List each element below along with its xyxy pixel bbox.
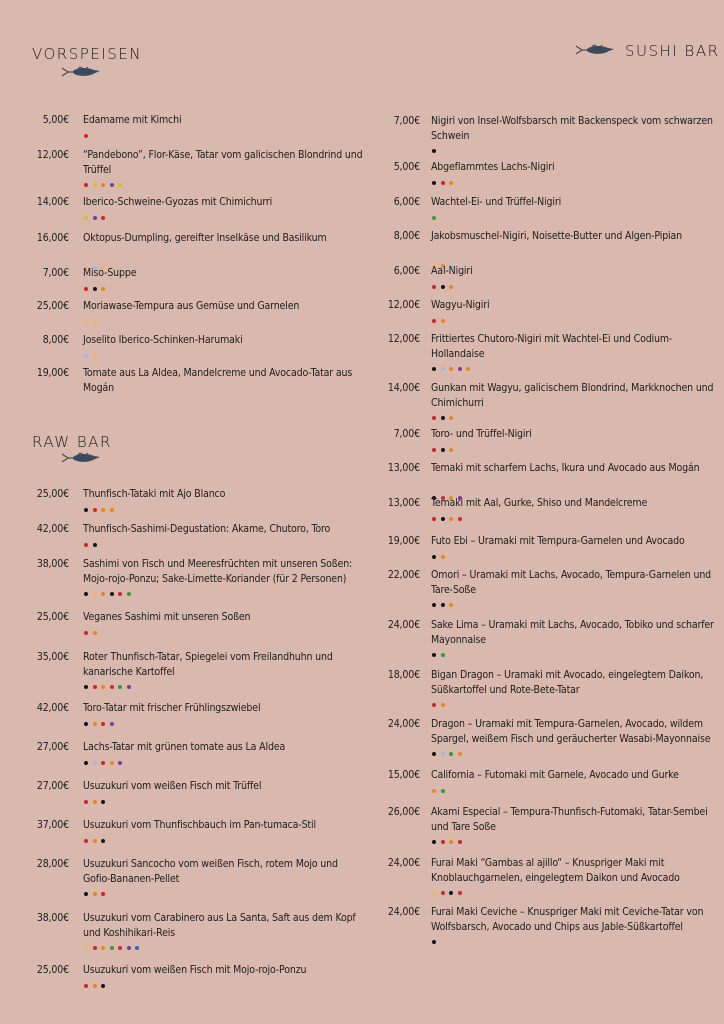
allergen-dot-black bbox=[84, 761, 88, 765]
menu-item-name: Usuzukuri Sancocho vom weißen Fisch, rotem Mojo und Gofio-Bananen-Pellet bbox=[83, 858, 338, 885]
menu-item-name: Temaki mit Aal, Gurke, Shiso und Mandelcreme bbox=[431, 497, 648, 509]
allergen-dot-black bbox=[110, 592, 114, 596]
allergen-dot-red bbox=[84, 839, 88, 843]
menu-item-price: 14,00€ bbox=[36, 196, 69, 208]
allergen-dots bbox=[84, 719, 118, 724]
allergen-dots bbox=[432, 445, 458, 450]
allergen-dot-black bbox=[101, 984, 105, 988]
menu-item-name: Toro-Tatar mit frischer Frühlingszwiebel bbox=[83, 702, 261, 714]
allergen-dot-red bbox=[441, 840, 445, 844]
allergen-dot-black bbox=[432, 940, 436, 944]
allergen-dot-red bbox=[432, 703, 436, 707]
menu-item-price: 35,00€ bbox=[36, 651, 69, 663]
menu-item-name: Moriawase-Tempura aus Gemüse und Garnelen bbox=[83, 300, 300, 312]
allergen-dot-red bbox=[93, 946, 97, 950]
allergen-dot-red bbox=[84, 984, 88, 988]
allergen-dots bbox=[84, 836, 110, 841]
allergen-dot-green bbox=[441, 789, 445, 793]
menu-item-name: Sake Lima – Uramaki mit Lachs, Avocado, Tobiko und scharfer Mayonnaise bbox=[431, 619, 714, 646]
allergen-dot-lightblue bbox=[441, 367, 445, 371]
allergen-dot-black bbox=[93, 287, 97, 291]
allergen-dot-black bbox=[84, 722, 88, 726]
menu-item-price: 42,00€ bbox=[36, 702, 69, 714]
allergen-dots bbox=[432, 650, 449, 655]
allergen-dot-orange bbox=[93, 722, 97, 726]
allergen-dot-orange bbox=[441, 555, 445, 559]
allergen-dot-purple bbox=[127, 946, 131, 950]
allergen-dot-orange bbox=[110, 761, 114, 765]
menu-item-price: 26,00€ bbox=[387, 806, 420, 818]
menu-item-name: Joselito Iberico-Schinken-Harumaki bbox=[83, 334, 243, 346]
allergen-dot-orange bbox=[449, 181, 453, 185]
allergen-dot-black bbox=[441, 448, 445, 452]
allergen-dots bbox=[84, 351, 101, 356]
allergen-dot-yellow bbox=[84, 216, 88, 220]
allergen-dot-red bbox=[93, 508, 97, 512]
menu-item-name: Frittiertes Chutoro-Nigiri mit Wachtel-Ei und Codium-Hollandaise bbox=[431, 333, 673, 360]
menu-item-name: Temaki mit scharfem Lachs, Ikura und Avocado aus Mogán bbox=[431, 462, 700, 474]
allergen-dot-purple bbox=[110, 183, 114, 187]
allergen-dot-red bbox=[84, 134, 88, 138]
allergen-dot-black bbox=[432, 555, 436, 559]
fish-icon bbox=[576, 44, 616, 56]
menu-item-name: Wachtel-Ei- und Trüffel-Nigiri bbox=[431, 196, 562, 208]
allergen-dots bbox=[84, 540, 101, 545]
menu-item-price: 18,00€ bbox=[387, 669, 420, 681]
allergen-dot-black bbox=[93, 543, 97, 547]
fish-icon bbox=[62, 66, 102, 78]
allergen-dot-red bbox=[110, 685, 114, 689]
menu-item-price: 6,00€ bbox=[393, 265, 420, 277]
allergen-dot-red bbox=[101, 892, 105, 896]
menu-item-price: 27,00€ bbox=[36, 741, 69, 753]
menu-item-name: Jakobsmuschel-Nigiri, Noisette-Butter und Algen-Pipian bbox=[431, 230, 683, 242]
allergen-dot-lightblue bbox=[441, 752, 445, 756]
allergen-dot-red bbox=[118, 946, 122, 950]
allergen-dot-red bbox=[432, 448, 436, 452]
vorspeisen-title: VORSPEISEN bbox=[32, 45, 142, 63]
allergen-dot-orange bbox=[93, 984, 97, 988]
allergen-dot-black bbox=[441, 603, 445, 607]
allergen-dot-black bbox=[449, 891, 453, 895]
allergen-dots bbox=[84, 317, 101, 322]
allergen-dot-red bbox=[84, 800, 88, 804]
allergen-dot-red bbox=[458, 517, 462, 521]
menu-item-name: Futo Ebi – Uramaki mit Tempura-Garnelen und Avocado bbox=[431, 535, 685, 547]
allergen-dot-orange bbox=[441, 703, 445, 707]
allergen-dots bbox=[84, 180, 127, 185]
allergen-dot-green bbox=[110, 946, 114, 950]
menu-item-price: 13,00€ bbox=[387, 462, 420, 474]
allergen-dot-purple bbox=[127, 685, 131, 689]
allergen-dot-black bbox=[101, 839, 105, 843]
menu-item-name: Thunfisch-Sashimi-Degustation: Akame, Chutoro, Toro bbox=[83, 523, 331, 535]
allergen-dot-black bbox=[432, 367, 436, 371]
allergen-dot-peach bbox=[93, 354, 97, 358]
menu-item-price: 37,00€ bbox=[36, 819, 69, 831]
rawbar-title: RAW BAR bbox=[32, 433, 112, 451]
allergen-dot-orange bbox=[449, 285, 453, 289]
allergen-dots bbox=[84, 131, 93, 136]
allergen-dot-lightblue bbox=[84, 354, 88, 358]
allergen-dot-orange bbox=[93, 892, 97, 896]
allergen-dots bbox=[84, 284, 110, 289]
allergen-dot-red bbox=[101, 761, 105, 765]
allergen-dot-orange bbox=[101, 508, 105, 512]
menu-item-price: 25,00€ bbox=[36, 611, 69, 623]
menu-item-name: California – Futomaki mit Garnele, Avocado und Gurke bbox=[431, 769, 679, 781]
menu-item-price: 19,00€ bbox=[36, 367, 69, 379]
allergen-dot-orange bbox=[449, 416, 453, 420]
allergen-dot-orange bbox=[101, 685, 105, 689]
menu-item-price: 5,00€ bbox=[393, 161, 420, 173]
allergen-dot-green bbox=[118, 685, 122, 689]
allergen-dots bbox=[432, 749, 466, 754]
menu-item-name: Abgeflammtes Lachs-Nigiri bbox=[431, 161, 555, 173]
allergen-dots bbox=[432, 600, 458, 605]
allergen-dot-red bbox=[458, 840, 462, 844]
allergen-dot-black bbox=[84, 592, 88, 596]
menu-item-name: Toro- und Trüffel-Nigiri bbox=[431, 428, 532, 440]
allergen-dots bbox=[432, 552, 449, 557]
menu-item-name: Thunfisch-Tataki mit Ajo Blanco bbox=[83, 488, 226, 500]
menu-item-name: Miso-Suppe bbox=[83, 267, 137, 279]
menu-item-price: 8,00€ bbox=[42, 334, 69, 346]
menu-item-name: Sashimi von Fisch und Meeresfrüchten mit unseren Soßen: Mojo-rojo-Ponzu; Sake-Limette-Koriander (für 2 Personen) bbox=[83, 558, 353, 585]
allergen-dots bbox=[84, 797, 110, 802]
menu-item-name: Edamame mit Kimchi bbox=[83, 114, 182, 126]
allergen-dot-red bbox=[432, 416, 436, 420]
allergen-dots bbox=[84, 758, 127, 763]
allergen-dot-orange bbox=[449, 448, 453, 452]
menu-item-name: Aal-Nigiri bbox=[431, 265, 473, 277]
allergen-dots bbox=[432, 316, 449, 321]
allergen-dot-red bbox=[93, 685, 97, 689]
allergen-dots bbox=[432, 413, 458, 418]
allergen-dot-red bbox=[441, 181, 445, 185]
allergen-dots bbox=[432, 837, 466, 842]
menu-item-name: Usuzukuri vom weißen Fisch mit Mojo-rojo-Ponzu bbox=[83, 964, 307, 976]
menu-item-price: 16,00€ bbox=[36, 232, 69, 244]
menu-item-price: 24,00€ bbox=[387, 619, 420, 631]
allergen-dot-orange bbox=[449, 603, 453, 607]
menu-item-price: 8,00€ bbox=[393, 230, 420, 242]
menu-item-price: 12,00€ bbox=[387, 299, 420, 311]
allergen-dot-orange bbox=[466, 367, 470, 371]
allergen-dots bbox=[432, 178, 458, 183]
allergen-dot-black bbox=[441, 285, 445, 289]
allergen-dot-red bbox=[441, 891, 445, 895]
allergen-dots bbox=[432, 213, 441, 218]
allergen-dot-orange bbox=[449, 840, 453, 844]
menu-item-name: Bigan Dragon – Uramaki mit Avocado, eingelegtem Daikon, Süßkartoffel und Rote-Bete-Tatar bbox=[431, 669, 704, 696]
menu-item-name: Usuzukuri vom Carabinero aus La Santa, Saft aus dem Kopf und Koshihikari-Reis bbox=[83, 912, 356, 939]
allergen-dots bbox=[84, 682, 135, 687]
menu-item-price: 24,00€ bbox=[387, 906, 420, 918]
allergen-dots bbox=[432, 937, 441, 942]
allergen-dot-black bbox=[441, 517, 445, 521]
menu-item-name: “Pandebono”, Flor-Käse, Tatar vom galicischen Blondrind und Trüffel bbox=[83, 149, 363, 176]
menu-item-price: 25,00€ bbox=[36, 964, 69, 976]
sushibar-title: SUSHI BAR bbox=[625, 42, 720, 60]
menu-item-name: Roter Thunfisch-Tatar, Spiegelei vom Freilandhuhn und kanarische Kartoffel bbox=[83, 651, 333, 678]
allergen-dot-red bbox=[458, 891, 462, 895]
allergen-dot-black bbox=[84, 685, 88, 689]
allergen-dot-blue bbox=[135, 946, 139, 950]
allergen-dot-orange bbox=[449, 517, 453, 521]
allergen-dot-red bbox=[84, 183, 88, 187]
allergen-dot-black bbox=[432, 653, 436, 657]
allergen-dot-red bbox=[432, 319, 436, 323]
allergen-dot-yellow bbox=[118, 183, 122, 187]
allergen-dot-purple bbox=[110, 722, 114, 726]
allergen-dots bbox=[432, 146, 441, 151]
allergen-dot-black bbox=[84, 508, 88, 512]
allergen-dot-peach bbox=[93, 320, 97, 324]
allergen-dot-orange bbox=[93, 631, 97, 635]
menu-item-price: 25,00€ bbox=[36, 488, 69, 500]
allergen-dot-green bbox=[441, 653, 445, 657]
menu-item-name: Akami Especial – Tempura-Thunfisch-Futomaki, Tatar-Sembei und Tare Soße bbox=[431, 806, 708, 833]
allergen-dot-green bbox=[449, 752, 453, 756]
menu-item-price: 19,00€ bbox=[387, 535, 420, 547]
allergen-dot-black bbox=[101, 800, 105, 804]
allergen-dot-red bbox=[84, 631, 88, 635]
menu-item-price: 5,00€ bbox=[42, 114, 69, 126]
allergen-dot-black bbox=[432, 603, 436, 607]
allergen-dots bbox=[84, 943, 144, 948]
menu-item-price: 24,00€ bbox=[387, 857, 420, 869]
menu-item-price: 12,00€ bbox=[387, 333, 420, 345]
allergen-dot-black bbox=[432, 149, 436, 153]
menu-item-price: 22,00€ bbox=[387, 569, 420, 581]
allergen-dot-peach bbox=[84, 946, 88, 950]
allergen-dot-yellow bbox=[93, 183, 97, 187]
menu-item-price: 13,00€ bbox=[387, 497, 420, 509]
allergen-dots bbox=[432, 888, 466, 893]
allergen-dot-orange bbox=[93, 839, 97, 843]
menu-item-price: 25,00€ bbox=[36, 300, 69, 312]
allergen-dot-red bbox=[84, 287, 88, 291]
menu-item-price: 12,00€ bbox=[36, 149, 69, 161]
menu-item-price: 14,00€ bbox=[387, 382, 420, 394]
allergen-dot-orange bbox=[93, 800, 97, 804]
menu-item-name: Tomate aus La Aldea, Mandelcreme und Avocado-Tatar aus Mogán bbox=[83, 367, 353, 394]
menu-item-name: Oktopus-Dumpling, gereifter Inselkäse und Basilikum bbox=[83, 232, 327, 244]
allergen-dots bbox=[84, 628, 101, 633]
menu-item-price: 7,00€ bbox=[42, 267, 69, 279]
allergen-dots bbox=[84, 505, 118, 510]
allergen-dot-orange bbox=[101, 592, 105, 596]
allergen-dot-peach bbox=[84, 320, 88, 324]
menu-item-name: Omori – Uramaki mit Lachs, Avocado, Tempura-Garnelen und Tare-Soße bbox=[431, 569, 712, 596]
allergen-dot-peach bbox=[432, 891, 436, 895]
allergen-dot-orange bbox=[101, 287, 105, 291]
allergen-dot-orange bbox=[441, 319, 445, 323]
menu-item-name: Iberico-Schweine-Gyozas mit Chimichurri bbox=[83, 196, 273, 208]
allergen-dot-orange bbox=[110, 508, 114, 512]
menu-item-price: 7,00€ bbox=[393, 428, 420, 440]
allergen-dot-red bbox=[101, 216, 105, 220]
menu-item-name: Usuzukuri vom Thunfischbauch im Pan-tumaca-Stil bbox=[83, 819, 316, 831]
menu-item-price: 38,00€ bbox=[36, 912, 69, 924]
menu-item-price: 27,00€ bbox=[36, 780, 69, 792]
allergen-dots bbox=[84, 213, 110, 218]
menu-item-name: Usuzukuri vom weißen Fisch mit Trüffel bbox=[83, 780, 262, 792]
allergen-dots bbox=[84, 889, 110, 894]
allergen-dot-purple bbox=[118, 761, 122, 765]
menu-item-name: Furai Maki “Gambas al ajillo“ – Knuspriger Maki mit Knoblauchgarnelen, eingelegtem Daikon und Avocado bbox=[431, 857, 680, 884]
menu-item-name: Dragon – Uramaki mit Tempura-Garnelen, Avocado, wildem Spargel, weißem Fisch und geräucherter Wasabi-Mayonnaise bbox=[431, 718, 711, 745]
allergen-dot-black bbox=[432, 752, 436, 756]
allergen-dot-orange bbox=[458, 752, 462, 756]
allergen-dots bbox=[84, 589, 135, 594]
menu-item-price: 7,00€ bbox=[393, 115, 420, 127]
allergen-dot-red bbox=[432, 517, 436, 521]
allergen-dots bbox=[432, 700, 449, 705]
allergen-dot-red bbox=[432, 285, 436, 289]
menu-item-price: 15,00€ bbox=[387, 769, 420, 781]
menu-item-price: 42,00€ bbox=[36, 523, 69, 535]
allergen-dot-black bbox=[84, 892, 88, 896]
allergen-dot-peach bbox=[93, 592, 97, 596]
allergen-dot-black bbox=[432, 181, 436, 185]
allergen-dot-orange bbox=[432, 789, 436, 793]
menu-item-price: 28,00€ bbox=[36, 858, 69, 870]
menu-item-price: 6,00€ bbox=[393, 196, 420, 208]
menu-item-price: 24,00€ bbox=[387, 718, 420, 730]
fish-icon bbox=[62, 452, 102, 464]
allergen-dot-red bbox=[101, 722, 105, 726]
menu-item-name: Wagyu-Nigiri bbox=[431, 299, 490, 311]
allergen-dot-orange bbox=[449, 367, 453, 371]
allergen-dot-green bbox=[432, 216, 436, 220]
menu-item-name: Gunkan mit Wagyu, galicischem Blondrind, Markknochen und Chimichurri bbox=[431, 382, 714, 409]
allergen-dot-lightblue bbox=[93, 761, 97, 765]
allergen-dot-purple bbox=[93, 216, 97, 220]
menu-item-name: Furai Maki Ceviche – Knuspriger Maki mit Ceviche-Tatar von Wolfsbarsch, Avocado und Chips aus Jable-Süßkartoffel bbox=[431, 906, 704, 933]
allergen-dots bbox=[84, 981, 110, 986]
allergen-dot-orange bbox=[101, 946, 105, 950]
menu-item-name: Nigiri von Insel-Wolfsbarsch mit Backenspeck vom schwarzen Schwein bbox=[431, 115, 713, 142]
menu-item-price: 38,00€ bbox=[36, 558, 69, 570]
menu-item-name: Lachs-Tatar mit grünen tomate aus La Aldea bbox=[83, 741, 286, 753]
allergen-dot-red bbox=[118, 592, 122, 596]
allergen-dot-red bbox=[84, 543, 88, 547]
allergen-dots bbox=[432, 282, 458, 287]
allergen-dots bbox=[432, 786, 449, 791]
allergen-dots bbox=[432, 514, 466, 519]
allergen-dot-purple bbox=[458, 367, 462, 371]
allergen-dot-black bbox=[441, 416, 445, 420]
allergen-dot-black bbox=[432, 840, 436, 844]
menu-item-name: Veganes Sashimi mit unseren Soßen bbox=[83, 611, 251, 623]
allergen-dot-green bbox=[127, 592, 131, 596]
allergen-dots bbox=[432, 364, 475, 369]
allergen-dot-orange bbox=[101, 183, 105, 187]
